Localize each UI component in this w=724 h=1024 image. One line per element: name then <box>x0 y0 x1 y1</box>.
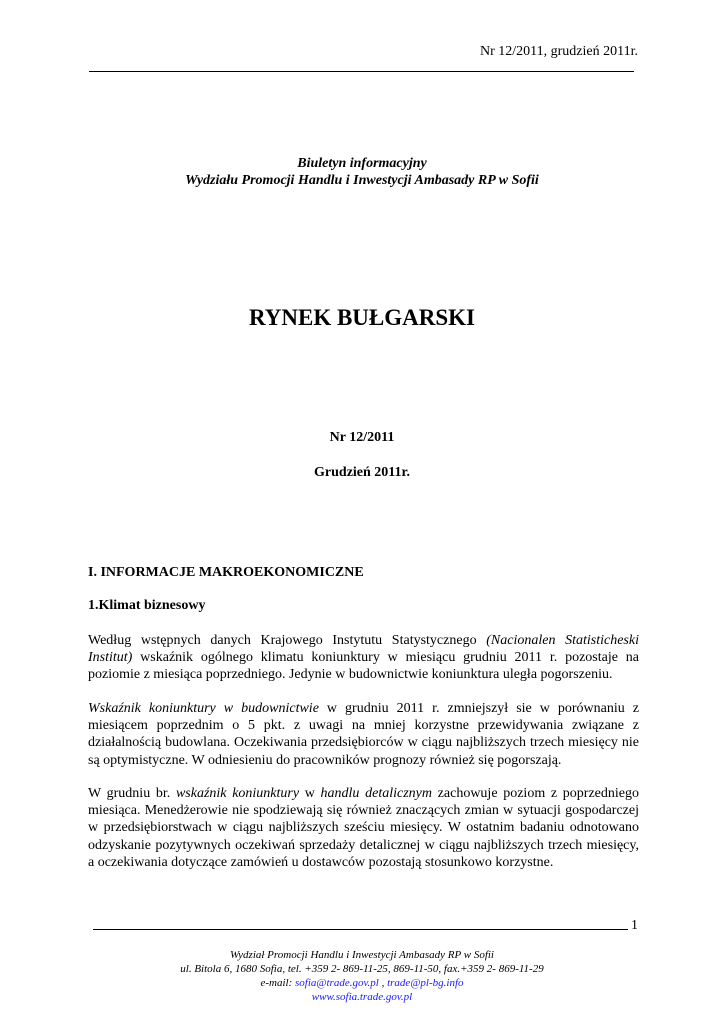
paragraph-text: w <box>299 786 321 801</box>
emphasis-business-index: wskaźnik koniunktury <box>175 786 300 801</box>
paragraph-retail <box>88 785 639 871</box>
page-number: 1 <box>631 918 638 933</box>
issue-date: Grudzień 2011r. <box>314 465 410 480</box>
bulletin-title: Biuletyn informacyjny <box>297 156 427 171</box>
footer-email <box>0 976 724 990</box>
email-separator: , <box>378 977 388 989</box>
paragraph-text: zachowuje poziom z poprzedniego miesiąca. Menedżerowie nie spodziewają się również znaczących zmian w sytuacji gospodarczej w przedsiębiorstwach w ciągu najbliższych sześciu miesięcy. W ostatnim badaniu odnotowano odzyskanie pozytywnych oczekiwań sprzedaży detalicznej w ciągu najbliższych trzech miesięcy, a oczekiwania dotyczące zamówień u dostawców pozostają stosunkowo korzystne. <box>88 786 639 870</box>
footer-organization: Wydział Promocji Handlu i Inwestycji Ambasady RP w Sofii <box>230 949 494 961</box>
page-title: RYNEK BUŁGARSKI <box>248 305 476 330</box>
bulletin-subtitle: Wydziału Promocji Handlu i Inwestycji Ambasady RP w Sofii <box>185 173 539 188</box>
email-link-sofia[interactable]: sofia@trade.gov.pl <box>294 977 379 989</box>
paragraph-construction <box>88 700 639 769</box>
footer-divider <box>93 929 628 930</box>
website-link[interactable]: www.sofia.trade.gov.pl <box>311 991 413 1003</box>
paragraph-text: Według wstępnych danych Krajowego Instytutu Statystycznego <box>88 633 487 648</box>
footer-website <box>0 990 724 1004</box>
section-heading: I. INFORMACJE MAKROEKONOMICZNE <box>88 565 364 580</box>
paragraph-text: wskaźnik ogólnego klimatu koniunktury w miesiącu grudniu 2011 r. pozostaje na poziomie z miesiąca poprzedniego. Jedynie w budownictwie koniunktura uległa pogorszeniu. <box>88 650 639 683</box>
emphasis-retail-trade: handlu detalicznym <box>320 786 432 801</box>
paragraph-text: W grudniu br. <box>88 786 176 801</box>
header-divider <box>89 71 634 72</box>
header-reference: Nr 12/2011, grudzień 2011r. <box>480 44 638 59</box>
issue-number: Nr 12/2011 <box>329 430 395 445</box>
institute-name: (Nacionalen Statisticheski Institut) <box>88 633 639 666</box>
emphasis-construction-index: Wskaźnik koniunktury w budownictwie <box>88 701 319 716</box>
paragraph-business-climate <box>88 632 639 684</box>
paragraph-text: w grudniu 2011 r. zmniejszył sie w porównaniu z miesiącem poprzednim o 5 pkt. z uwagi na mniej korzystne przewidywania związane z działalnością budowlana. Oczekiwania przedsiębiorców w ciągu najbliższych trzech miesięcy nie są optymistyczne. W odniesieniu do pracowników prognozy również się pogorszają. <box>88 701 639 768</box>
subsection-heading: 1.Klimat biznesowy <box>88 598 206 613</box>
email-link-trade[interactable]: trade@pl-bg.info <box>387 977 464 989</box>
email-label: e-mail: <box>260 977 295 989</box>
footer-address: ul. Bitola 6, 1680 Sofia, tel. +359 2- 869-11-25, 869-11-50, fax.+359 2- 869-11-29 <box>180 963 544 975</box>
